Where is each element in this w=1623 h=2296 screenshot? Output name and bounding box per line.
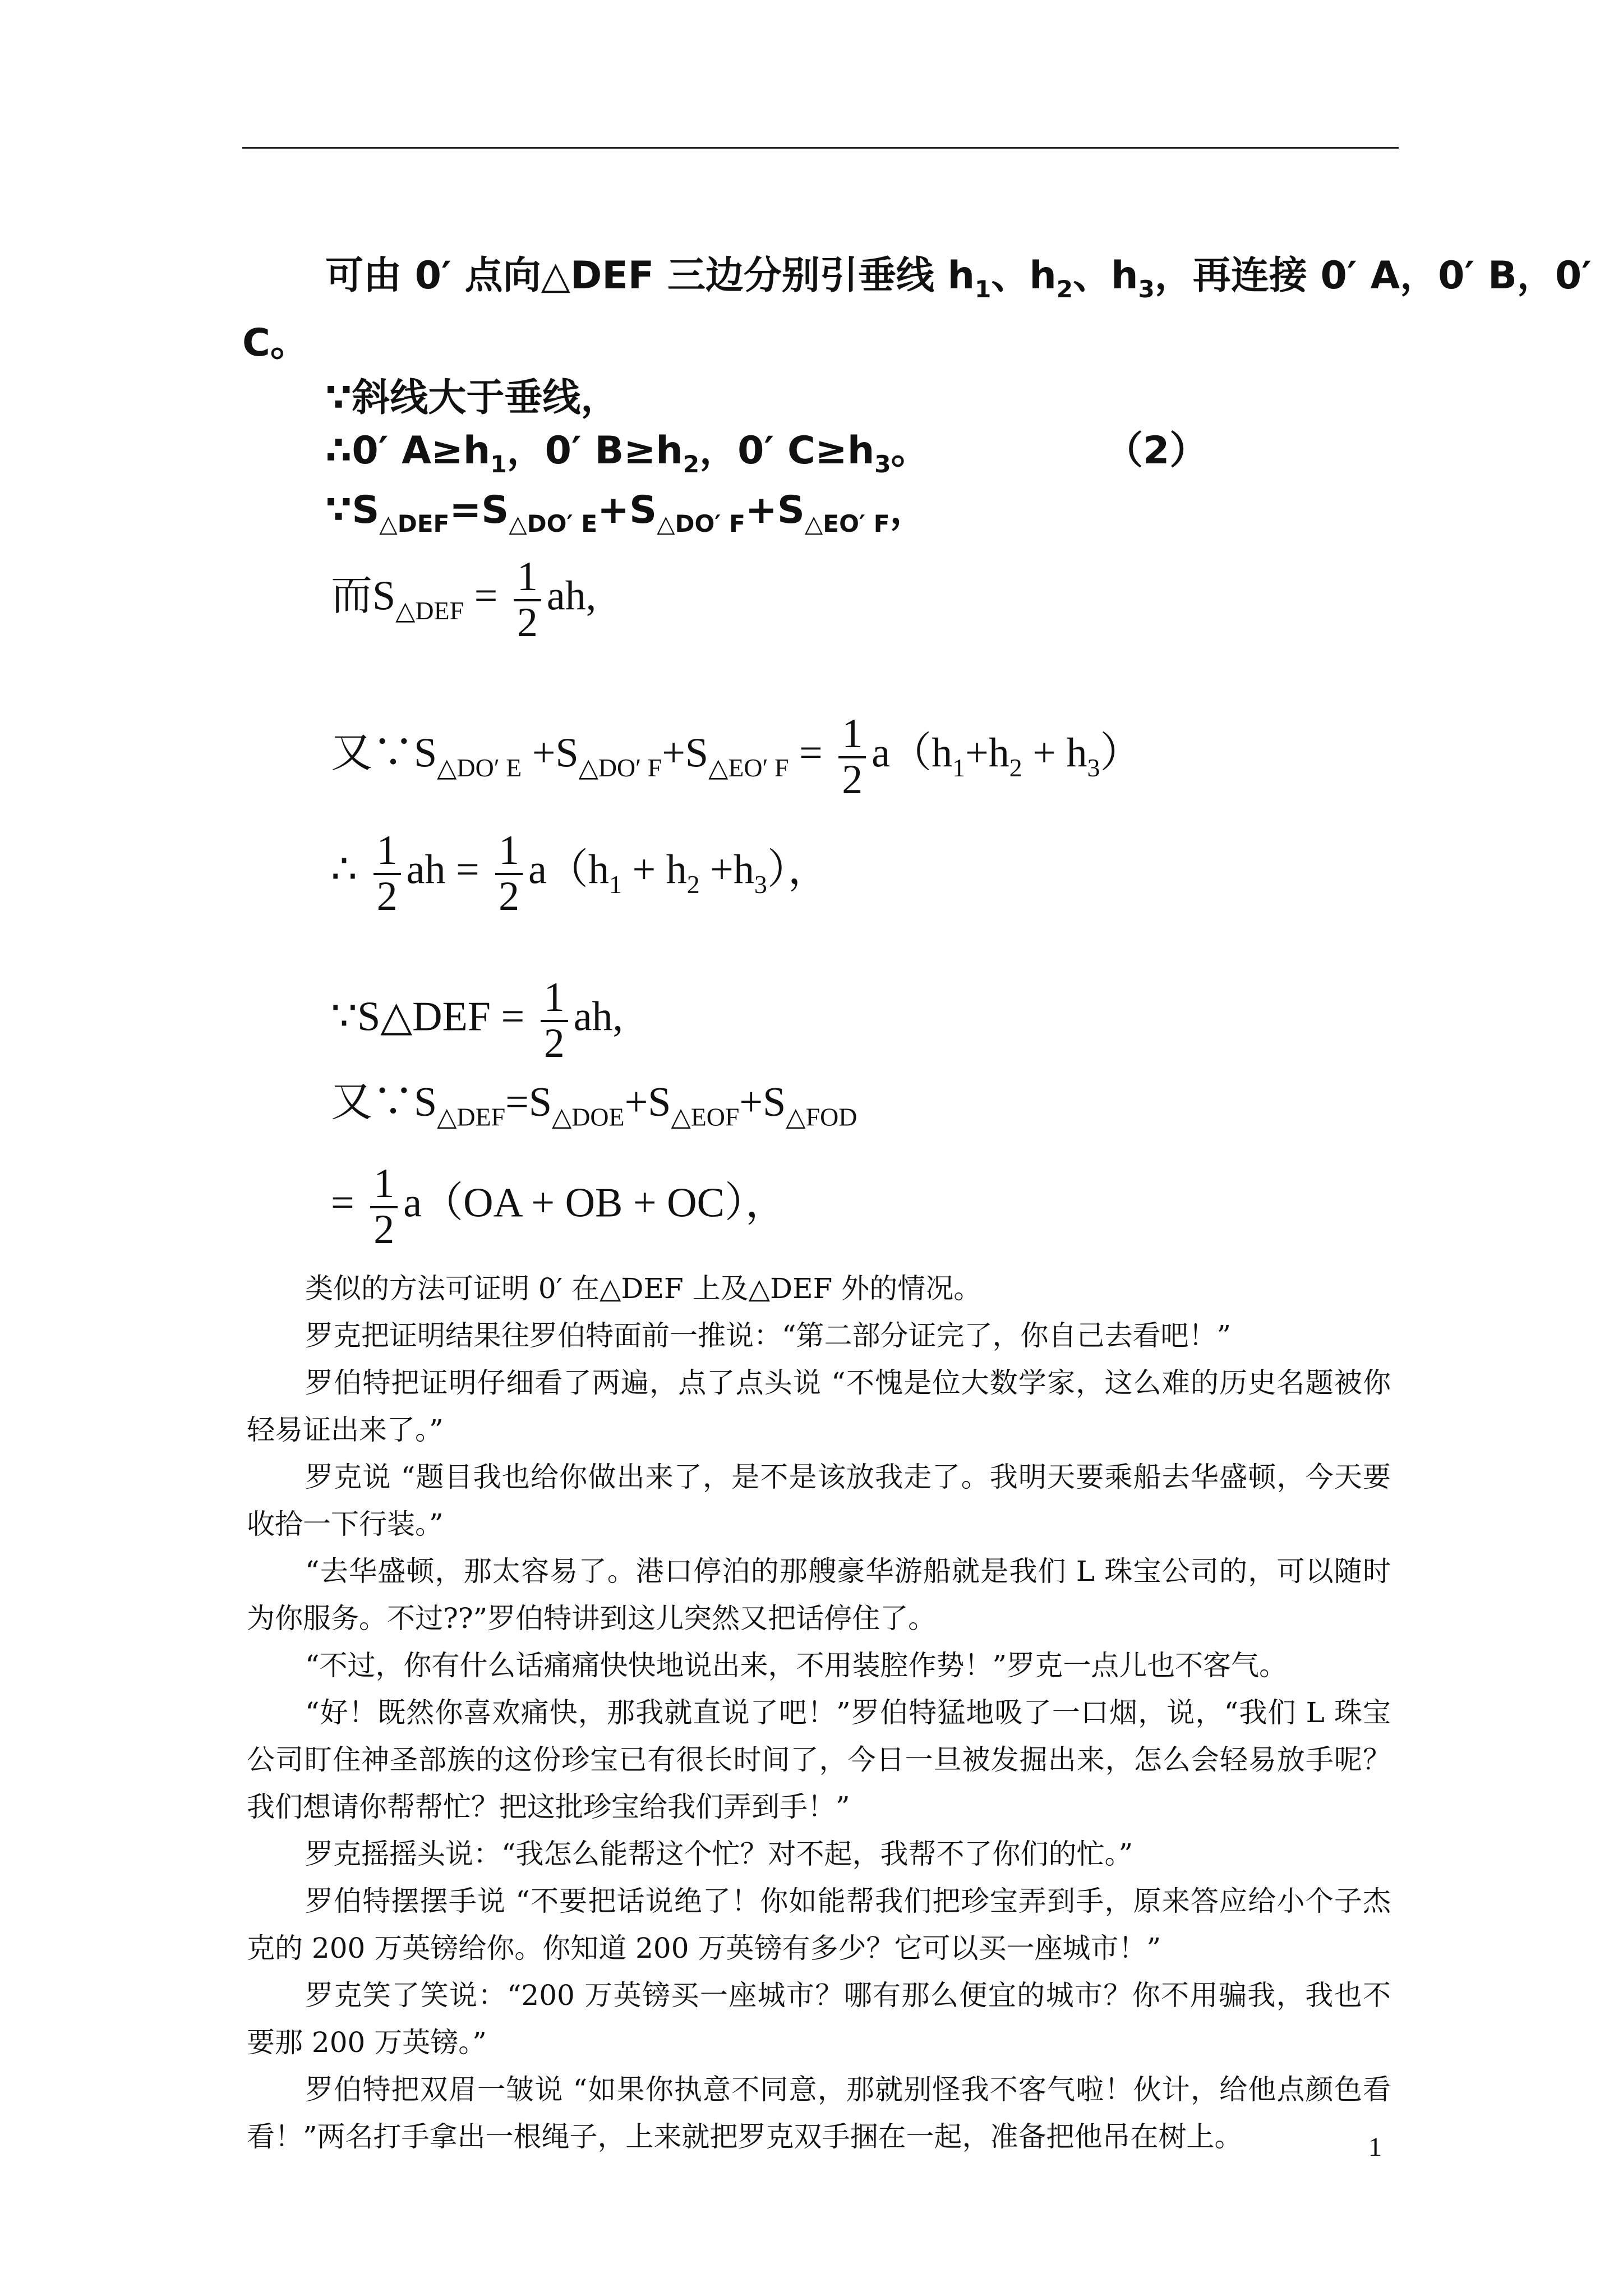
- paragraph-1: 类似的方法可证明 0′ 在△DEF 上及△DEF 外的情况。: [305, 1272, 982, 1305]
- paragraph-9: 罗伯特摆摆手说 “不要把话说绝了！你如能帮我们把珍宝弄到手，原来答应给小个子杰克的 200 万英镑给你。你知道 200 万英镑有多少？它可以买一座城市！”: [247, 1885, 1391, 1964]
- paragraph-8: 罗克摇摇头说：“我怎么能帮这个忙？对不起，我帮不了你们的忙。”: [305, 1838, 1133, 1870]
- paragraph-2: 罗克把证明结果往罗伯特面前一推说：“第二部分证完了，你自己去看吧！”: [305, 1319, 1232, 1352]
- fraction-half: $\frac{1}{2}$: [374, 829, 401, 918]
- paragraph-3: 罗伯特把证明仔细看了两遍，点了点头说 “不愧是位大数学家，这么难的历史名题被你轻易证出来了。”: [247, 1366, 1391, 1446]
- paragraph-5: “去华盛顿，那太容易了。港口停泊的那艘豪华游船就是我们 L 珠宝公司的，可以随时为你服务。不过??”罗伯特讲到这儿突然又把话停住了。: [247, 1555, 1391, 1635]
- fraction-half: $\frac{1}{2}$: [514, 555, 541, 645]
- math-line-9: ∵S△DEF = $\frac{1}{2}$ ah,: [331, 974, 624, 1066]
- page-number: 1: [1368, 2132, 1382, 2162]
- paragraph-4: 罗克说 “题目我也给你做出来了，是不是该放我走了。我明天要乘船去华盛顿，今天要收拾一下行装。”: [247, 1461, 1391, 1540]
- math-line-8: ∴ $\frac{1}{2}$ ah = $\frac{1}{2}$ $a(h_1 + h_2 +h_3)$，: [331, 827, 829, 919]
- math-line-7: 又$\because S_{\triangle DO' E} +S_{\triangle DO' F}+S_{\triangle EO' F}$ = $\frac{1}{2}$ $a(h_1+h_2 + h_3)$: [331, 711, 1142, 803]
- fraction-half: $\frac{1}{2}$: [495, 829, 523, 918]
- math-line-3: ∵斜线大于垂线，: [325, 376, 619, 420]
- fraction-half: $\frac{1}{2}$: [370, 1162, 398, 1251]
- paragraph-10: 罗克笑了笑说：“200 万英镑买一座城市？哪有那么便宜的城市？你不用骗我，我也不要那 200 万英镑。”: [247, 1979, 1391, 2059]
- paragraph-7: “好！既然你喜欢痛快，那我就直说了吧！”罗伯特猛地吸了一口烟，说，“我们 L 珠宝公司盯住神圣部族的这份珍宝已有很长时间了，今日一旦被发掘出来，怎么会轻易放手呢？我们想请你帮帮忙？把这批珍宝给我们弄到手！”: [247, 1696, 1391, 1823]
- math-line-5: $\because S_{\triangle DEF}=S_{\triangle DO' E}+S_{\triangle DO' F}+S_{\triangle EO' F}$，: [325, 488, 928, 538]
- math-line-11: = $\frac{1}{2}$ a（OA + OB + OC），: [331, 1161, 787, 1253]
- header-rule: [242, 147, 1399, 149]
- math-line-4: ∴0′ $A\ge h_1$，0′ $B\ge h_2$，0′ $C\ge h_3$。: [325, 429, 929, 478]
- paragraph-11: 罗伯特把双眉一皱说 “如果你执意不同意，那就别怪我不客气啦！伙计，给他点颜色看看！”两名打手拿出一根绳子，上来就把罗克双手捆在一起，准备把他吊在树上。: [247, 2073, 1391, 2153]
- equation-number: （2）: [1105, 429, 1208, 473]
- math-line-10: 又$\because S_{\triangle DEF}=S_{\triangle DOE}+S_{\triangle EOF}+S_{\triangle FOD}$: [331, 1079, 857, 1131]
- math-line-1: 可由 0′ 点向△DEF 三边分别引垂线 $h_1$、$h_2$、$h_3$，再连接 0′ A，0′ B，0′: [325, 254, 1592, 303]
- fraction-half: $\frac{1}{2}$: [838, 712, 866, 802]
- fraction-half: $\frac{1}{2}$: [541, 976, 568, 1065]
- math-line-2: C。: [242, 321, 308, 365]
- math-line-6: 而$S_{\triangle DEF}$ = $\frac{1}{2}$ ah,: [331, 554, 597, 646]
- paragraph-6: “不过，你有什么话痛痛快快地说出来，不用装腔作势！”罗克一点儿也不客气。: [305, 1649, 1288, 1682]
